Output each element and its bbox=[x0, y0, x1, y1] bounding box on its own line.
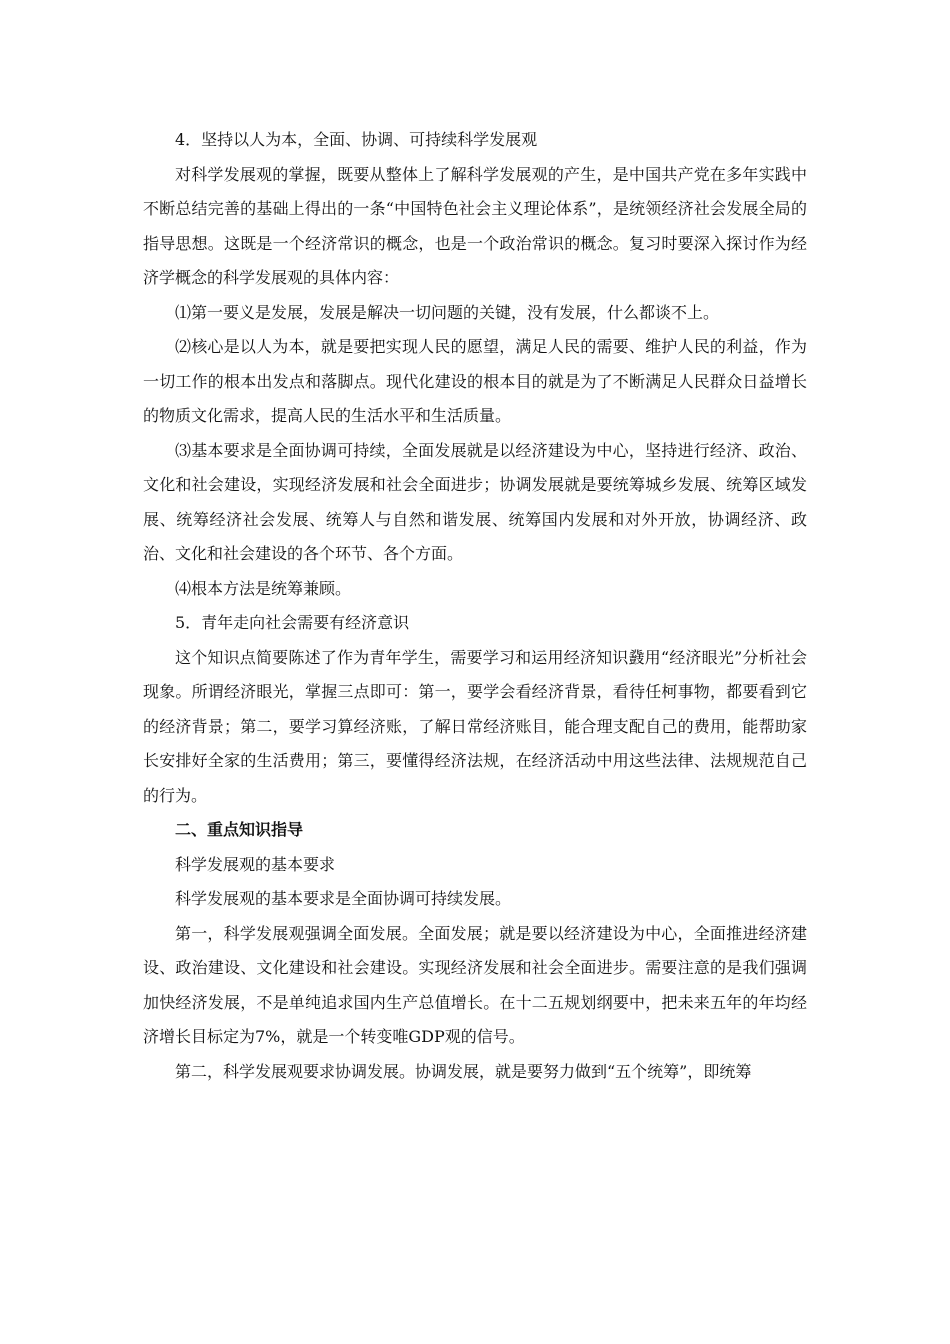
body-paragraph: 第一，科学发展观强调全面发展。全面发展；就是要以经济建设为中心，全面推进经济建设、政治建设、文化建设和社会建设。实现经济发展和社会全面进步。需要注意的是我们强调加快经济发展，不是单纯追求国内生产总值增长。在十二五规划纲要中，把未来五年的年均经济增长目标定为7%，就是一个转变唯GDP观的信号。 bbox=[143, 923, 807, 1046]
list-item-1: ⑴第一要义是发展，发展是解决一切问题的关键，没有发展，什么都谈不上。 bbox=[175, 302, 720, 322]
body-paragraph: 对科学发展观的掌握，既要从整体上了解科学发展观的产生，是中国共产党在多年实践中不断总结完善的基础上得出的一条“中国特色社会主义理论体系”，是统领经济社会发展全局的指导思想。这既是一个经济常识的概念，也是一个政治常识的概念。复习时要深入探讨作为经济学概念的科学发展观的具体内容： bbox=[143, 164, 807, 287]
list-item-3: ⑶基本要求是全面协调可持续，全面发展就是以经济建设为中心，坚持进行经济、政治、文化和社会建设，实现经济发展和社会全面进步；协调发展就是要统筹城乡发展、统筹区域发展、统筹经济社会发展、统筹人与自然和谐发展、统筹国内发展和对外开放，协调经济、政治、文化和社会建设的各个环节、各个方面。 bbox=[143, 440, 807, 563]
body-paragraph: 这个知识点简要陈述了作为青年学生，需要学习和运用经济知识鼗用“经济眼光”分析社会现象。所谓经济眼光，掌握三点即可：第一，要学会看经济背景，看待任柯事物，都要看到它的经济背景；第二，要学习算经济账，了解日常经济账目，能合理支配自己的费用，能帮助家长安排好全家的生活费用；第三，要懂得经济法规，在经济活动中用这些法律、法规规范自己的行为。 bbox=[143, 647, 807, 805]
body-paragraph: 科学发展观的基本要求是全面协调可持续发展。 bbox=[175, 889, 512, 908]
part-2-heading: 二、重点知识指导 bbox=[175, 820, 304, 839]
list-item-4: ⑷根本方法是统筹兼顾。 bbox=[175, 578, 352, 598]
section-4-heading: 4．坚持以人为本，全面、协调、可持续科学发展观 bbox=[175, 130, 538, 149]
body-paragraph: 第二，科学发展观要求协调发展。协调发展，就是要努力做到“五个统筹”，即统筹 bbox=[175, 1061, 752, 1081]
section-5-heading: 5．青年走向社会需要有经济意识 bbox=[175, 613, 410, 632]
subheading: 科学发展观的基本要求 bbox=[175, 854, 336, 874]
list-item-2: ⑵核心是以人为本，就是要把实现人民的愿望，满足人民的需要、维护人民的利益，作为一切工作的根本出发点和落脚点。现代化建设的根本目的就是为了不断满足人民群众日益增长的物质文化需求，提高人民的生活水平和生活质量。 bbox=[143, 337, 807, 425]
document-body bbox=[143, 123, 807, 1089]
